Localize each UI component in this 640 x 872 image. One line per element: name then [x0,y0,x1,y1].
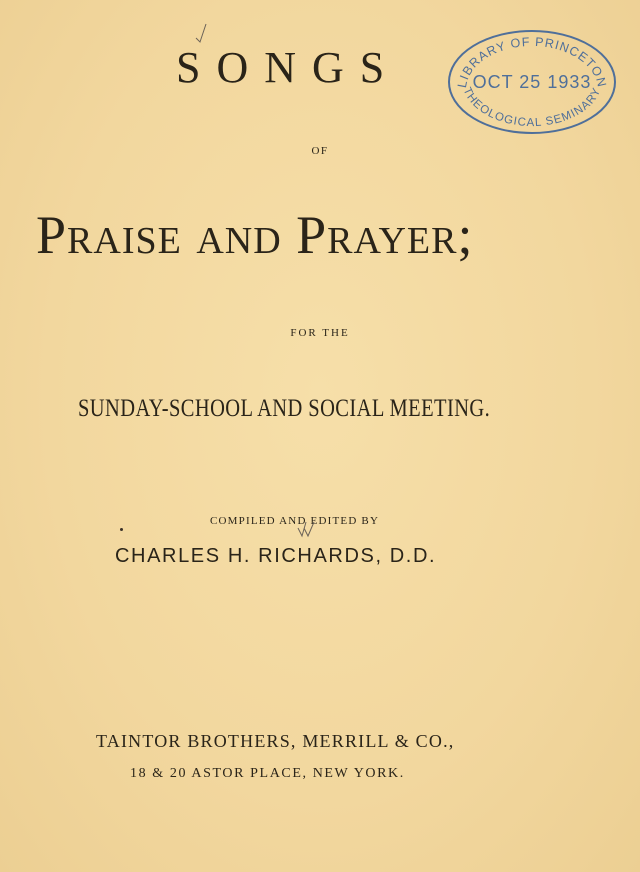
title-of: OF [311,145,329,157]
stamp-date: OCT 25 1933 [472,72,592,92]
title-songs: SONGS [176,43,401,92]
title-for-the: FOR THE [290,327,350,339]
author-name: CHARLES H. RICHARDS, D.D. [115,545,437,567]
compiled-label: COMPILED AND EDITED BY [210,515,380,527]
library-stamp [446,28,618,136]
publisher-address: 18 & 20 ASTOR PLACE, NEW YORK. [130,766,405,781]
title-main: Praise and Prayer; [36,205,474,265]
stamp-bottom-text: THEOLOGICAL SEMINARY [460,85,604,130]
ink-dot [120,528,123,531]
pencil-check-mark-double [296,520,318,540]
publisher-name: TAINTOR BROTHERS, MERRILL & CO., [96,731,455,751]
stamp-top-text: LIBRARY OF PRINCETON [454,34,610,89]
pencil-check-mark [194,22,208,44]
subtitle: SUNDAY-SCHOOL AND SOCIAL MEETING. [78,395,491,422]
